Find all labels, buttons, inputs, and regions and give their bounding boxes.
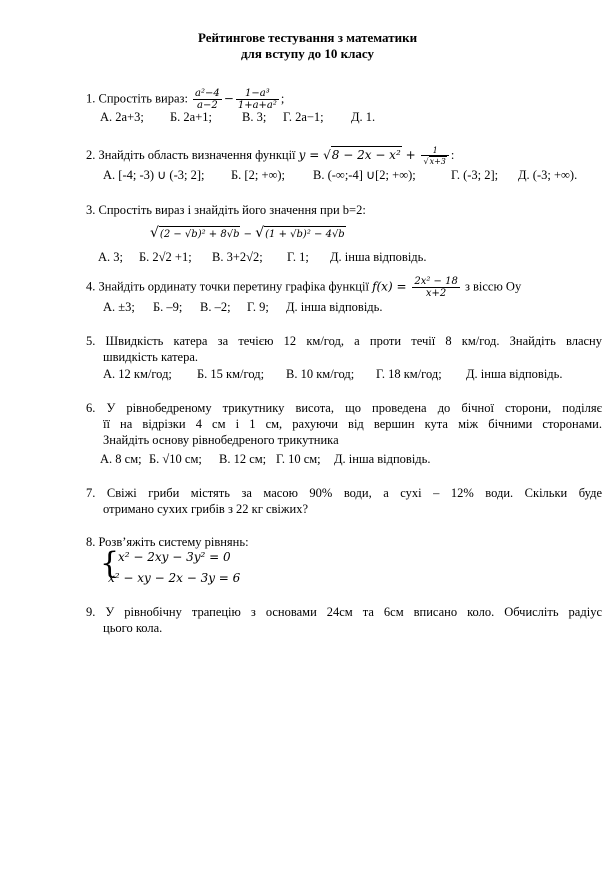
system-brace: { [100,546,120,581]
page-title: Рейтингове тестування з математики [197,30,418,45]
question-7-line-2: отримано сухих грибів з 22 кг свіжих? [103,502,309,516]
question-7-line-1: 7. Свіжі гриби містять за масою 90% води, а сухі – 12% води. Скільки буде [86,486,602,500]
answer-a: А. 2a+3; [100,110,144,124]
answer-e: Д. інша відповідь. [286,300,383,314]
answer-d: Г. 9; [247,300,269,314]
radicand: 8 − 2x − x² [331,148,401,162]
answer-d: Г. (-3; 2]; [451,168,499,182]
fraction-1: $\frac{\text{a²−4}}{a-2}$ [195,88,220,111]
answer-c: В. 10 км/год; [286,367,355,381]
question-4-text: 4. Знайдіть ординату точки перетину графіка функції [86,279,369,294]
fraction-2: $\frac{\text{1−a³}}{\text{1+a+a²}}$ [237,88,277,111]
question-9-line-1: 9. У рівнобічну трапецію з основами 24см та 6см вписано коло. Обчисліть радіус [86,605,602,619]
answer-a: А. ±3; [103,300,135,314]
answer-b: Б. [2; +∞); [231,168,286,182]
answer-c: В. 12 см; [219,452,267,466]
answer-a: А. 3; [98,250,123,264]
question-2-text: 2. Знайдіть область визначення функції [86,148,296,162]
answer-b: Б. √10 см; [149,452,202,466]
answer-c: В. 3+2√2; [212,250,263,264]
question-3-text: 3. Спростіть вираз і знайдіть його значення при b=2: [86,203,366,217]
answer-a: А. 12 км/год; [103,367,172,381]
question-2: 2. Знайдіть область визначення функції y = √ 8 − 2x − x² + 1 √ x+3 : [86,146,602,166]
answer-b: Б. –9; [153,300,183,314]
fraction: 1 √ x+3 [421,146,448,166]
answer-d: Г. 10 см; [276,452,321,466]
question-6-line-2: її на відрізки 4 см і 1 см, рахуючи від вершин кута між бічними сторонами. [103,417,602,431]
answer-b: Б. 2√2 +1; [139,250,192,264]
question-6-line-3: Знайдіть основу рівнобедреного трикутника [103,433,339,447]
answer-e: Д. 1. [351,110,376,124]
answer-e: Д. інша відповідь. [334,452,431,466]
question-5-line-2: швидкість катера. [103,350,199,364]
fraction: $\frac{\text{2x² − 18}}{x+2}$ [414,276,458,299]
question-5-line-1: 5. Швидкість катера за течією 12 км/год, а проти течії 8 км/год. Знайдіть власну [86,334,602,348]
answer-a: А. 8 см; [100,452,142,466]
answer-c: В. –2; [200,300,231,314]
answer-e: Д. (-3; +∞). [518,168,578,182]
answer-b: Б. 2a+1; [170,110,212,124]
answer-b: Б. 15 км/год; [197,367,265,381]
page-subtitle: для вступу до 10 класу [240,46,374,61]
question-6-line-1: 6. У рівнобедреному трикутнику висота, що проведена до бічної сторони, поділяє [86,401,602,415]
question-4: 4. Знайдіть ординату точки перетину графіка функції f(x) = $\frac{\text{2x² − 18}}{x+2}$ з віссю Oy [86,276,522,299]
question-1-text: 1. Спростіть вираз: [86,91,188,106]
equation-1: x² − 2xy − 3y² = 0 [118,550,231,564]
answer-d: Г. 2a−1; [283,110,324,124]
answer-c: В. 3; [242,110,267,124]
question-1: 1. Спростіть вираз: $\frac{\text{a²−4}}{a-2}$ − $\frac{\text{1−a³}}{\text{1+a+a²}}$ ; [86,88,285,111]
answer-d: Г. 18 км/год; [376,367,442,381]
question-9-line-2: цього кола. [103,621,163,635]
answer-c: В. (-∞;-4] ∪[2; +∞); [313,168,416,182]
answer-d: Г. 1; [287,250,309,264]
answer-a: А. [-4; -3) ∪ (-3; 2]; [103,168,205,182]
question-8-text: 8. Розв’яжіть систему рівнянь: [86,535,249,549]
question-3-expression: √ (2 − √b)² + 8√b − √ (1 + √b)² − 4√b [150,225,615,243]
equation-2: x² − xy − 2x − 3y = 6 [108,571,241,585]
answer-e: Д. інша відповідь. [330,250,427,264]
answer-e: Д. інша відповідь. [466,367,563,381]
